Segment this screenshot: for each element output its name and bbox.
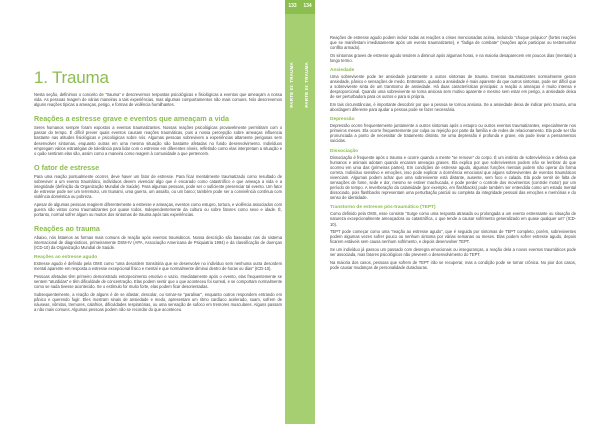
right-page-number-box: [300, 0, 315, 14]
right-chapter-strip: [300, 0, 315, 424]
right-strip-label: PARTE III: TRAUMA: [304, 62, 309, 108]
intro-paragraph: Nesta seção, definimos o conceito de “trauma” e descrevemos respostas psicológicas e fisiológicas a eventos que ameaçam a nossa vida. As pessoas reagem de várias maneiras a tais experiências, mas algumas comportamentos não mais comuns. Nós descrevemos alguns reações típicas a ameaças, perigo, e formas de violência humilhantes.: [34, 92, 282, 108]
left-chapter-strip: [285, 0, 300, 424]
left-page-number-box: [285, 0, 300, 14]
body-paragraph: Dissociação é frequente após o trauma e ocorre quando a mente “se remove” do corpo. É um instinto de sobrevivência e defesa que humanos e animais adotam quando encaram ameaças graves. Ela explica por que sobreviventes podem não se lembrar do que ocorreu em uma das (primeiras partes). Em condições de estresse agudo, algumas funções mentais podem não operar da forma correta. Indivíduo sensitivo e emoções, isso pode explicar a dormência emocional que alguns sobreviventes de eventos traumáticos vivenciam. Algumas podem achar que uma sobrevivente está distante, ausente, sem foco e calada. Ela pode sentir de falta de sensações de fome, sede e dor, mesmo se estiver machucada, e pode perder o controle dos movimentos (controle motor) por um período de tempo. A reverberação da calamidade (por exemplo, em flashbacks) pode também ser entendida como um estado mental dissociado, pois flashbacks representam uma perturbação parcial ou completa da integridade pessoal das emoções e memórias e do senso de identidade.: [330, 154, 576, 201]
subheading-anxiety: Ansiedade: [330, 67, 355, 73]
subheading-ptsd: Transtorno de estresse pós-traumático (TEPT): [330, 205, 436, 211]
body-paragraph: Reações de estresse agudo podem incluir todas as reações a crises mencionadas acima, incluindo “choque psíquico” (fortes reações que se manifestam imediatamente após um evento traumatizante), e “fadiga de combate” (reações após participar ou testemunhar conflito armado).: [330, 35, 576, 51]
body-paragraph: Apesar de algumas pessoas reagirem diferentemente a estresse e ameaças, eventos como estupro, tortura, e violência associados com guerra são vistos como traumatizantes por quase todos. Independentemente da cultura ou sobre fatores como sexo e idade. É, portanto, normal sofrer algum ou muitos dos sintomas de trauma após tais experiências.: [34, 201, 282, 217]
section-heading-reactions: Reações a estresse grave e eventos que ameaçam a vida: [34, 114, 229, 124]
section-heading-trauma-reactions: Reações ao trauma: [34, 224, 100, 234]
body-paragraph: Em tais circunstâncias, é importante descobrir por que a pessoa se tornou ansiosa. Se a ansiedade deixa de indicar pelo trauma, uma abordagem diferente para ajudar a pessoa pode se fazer necessária.: [330, 101, 576, 113]
body-paragraph: Estresse agudo é definido pela OMS como “uma desordem transitória que se desenvolve no indivíduo sem nenhuma outra desordem mental aparente em resposta a estresse excepcional físico e mental e que normalmente diminui dentro de horas ou dias” (ICD-10).: [34, 261, 282, 272]
body-paragraph: Na maioria dos casos, pessoas que sofrem de TEPT irão se recuperar, mas a condição pode se tornar crônica. No pior dos casos, pode causar mudanças de personalidade duradouras.: [330, 259, 576, 270]
right-page-number: 134: [303, 3, 312, 9]
left-content: [34, 0, 282, 315]
body-paragraph: Abaixo, nós listamos as formas mais comuns de reação após eventos traumáticos. Nossa descrição são baseadas nas do sistema internacional de diagnósticos, primeiramente DSM-IV (APA, Associação Americana de Psiquiatria 1994) e da classificação de doenças (ICD-10) da Organização Mundial de Saúde.: [34, 235, 282, 251]
body-paragraph: Como definido pela OMS, esse consiste “Surge como uma resposta atrasada ou prolongada a um evento estressante ou situação de natureza excepcionalmente ameaçadora ou catastrófica, o que tende a causar sofrimento generalizado em quase qualquer um” (ICD-10).: [330, 211, 576, 227]
left-strip-label: PARTE III: TRAUMA: [289, 62, 294, 108]
subheading-acute-stress: Reações ao estresse agudo: [34, 255, 98, 261]
body-paragraph: Seres humanos sempre foram expostos a eventos traumatizantes. Nossas reações psicológicas provavelmente permitiram com o passar do tempo. É difícil prever quais eventos causam reações traumáticas, pois a nossa percepção sobre ameaças influencia bastante nas atitudes fisiológicas e psicológicas sobre nós. Algumas pessoas sobrevivem a experiências altamente perigosas sem desenvolver sintomas, enquanto outras em uma mesma situação são bastante afetadas no fundo desenvolvimento. Indivíduos empregam vários estratégias de tolerância para lidar com o estresse em diferentes níveis, refletindo como elas interpretam a situação e o quão sentiram elas são, assim como a maneira como reagem à comunidade a que pertencem.: [34, 125, 282, 156]
body-paragraph: TEPT pode começar como uma “reação ao estresse agudo”, que é seguida por sintomas de TEPT completo, porém, sobreviventes podem algumas vezes sofrer pouco ou nenhum sintoma por várias semanas ou meses. Elas podem sofrer estresse agudo, depois ficarem estáveis sem causa nenhum sofrimento, e depois desenvolver TEPT.: [330, 229, 576, 245]
body-paragraph: Depressão ocorre frequentemente juntamente a outros sintomas após o estupro ou outros eventos traumatizantes, especialmente nos primeiros meses. Ela ocorre frequentemente por culpa ou rejeição por parte da família e de redes de relacionamento. Ela pode ser tão pronunciada a ponto de necessitar de tratamento distinto. Se uma depressão é profunda e grave, ela pode levar a pensamentos suicidas.: [330, 123, 576, 144]
body-paragraph: Pessoas afetadas têm primeiro demonstrado entorpecimento emotivo e vazio. Imediatamente após o evento, elas frequentemente se sentem “aturdidas” e têm dificuldade de concentração. Elas podem sentir que o que aconteceu foi surreal, e se comportam normalmente como se nada tivesse acontecido. Se o estímulo for muito forte, elas podem ficar desorientadas.: [34, 274, 282, 290]
subheading-depression: Depressão: [330, 117, 355, 123]
right-content: [330, 0, 576, 272]
body-paragraph: Os sintomas graves de estresse agudo tendem a diminuir após algumas horas, e na maioria desaparecem em poucos dias (mentais) a longo termo.: [330, 52, 576, 63]
body-paragraph: Se um indivíduo já passou um passado com desregra emocionais ou inseguranças, a reação dela a novos eventos traumáticos pode ser associada, mas fatores psicológicos não preveem o desenvolvimento do TEPT.: [330, 246, 576, 257]
chapter-title: 1. Trauma: [34, 68, 109, 87]
section-heading-stress-factor: O fator de estresse: [34, 162, 100, 172]
left-page-number: 133: [288, 3, 297, 9]
body-paragraph: Uma sobrevivente pode ter ansiedade juntamente a outros sintomas de trauma. Eventos traumatizantes normalmente geram ansiedade, pânico e sensações de medo. Entretanto, quando a ansiedade é mais aparente do que outros sintomas, pode ser difícil que a sobrevivente sinta de um transtorno de ansiedade. Há duas características principais: a reação a ameaças é muito intensa e desproporcional. Quando uma sobrevivente se torna ansiosa sem motivo aparente e mesmo sem estar em perigo, a ansiedade deixa de ser perturbadora para os outros e para si própria.: [330, 73, 576, 100]
subheading-dissociation: Dissociação: [330, 148, 358, 154]
body-paragraph: Subsequentemente, a reação de alguns é de se afastar, descolar, ou tornar-se “paralisar”, enquanto outros respondem entrando em pânico e querendo fugir. Eles mostram sinais de ansiedade e medo, apresentam um ritmo cardíaco acelerado, suam, sofrem de náuseas, vômitos, tremores, calafrios, dificuldades respiratórias, ou uma sensação de sufoco em tremores musculares. Alguns passam a não mais comuns. Algumas pessoas podem não se recordar do que aconteceu.: [34, 291, 282, 313]
body-paragraph: Para uma reação pontualmente ocorrer, deve haver um fator de estresse. Para ficar mentalmente traumatizado como resultado de sobreviver a um evento traumático, indivíduos devem vivenciar algo que é encarado como catastrófico e que ameaça a vida e a integridade (definição da Organização Mundial de Saúde). Para algumas pessoas, pode ser o suficiente presenciar tal evento. Um fator de estresse pode ser um terremoto, um tsunami, uma guerra, um assalto, ou um barco; também pode ser a convivência contínua com violência doméstica ou pobreza.: [34, 173, 282, 200]
